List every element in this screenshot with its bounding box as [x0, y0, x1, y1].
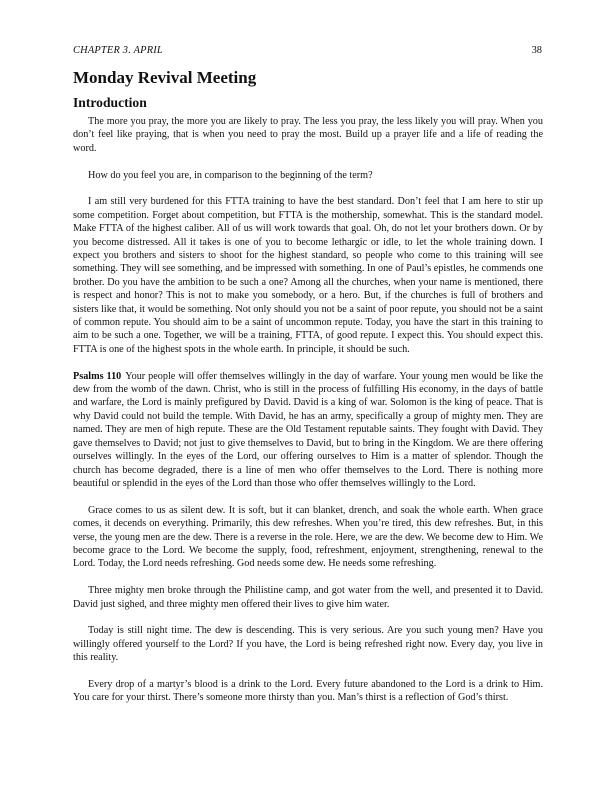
paragraph-night-time: Today is still night time. The dew is descending. This is very serious. Are you such young men? Have you willingly offered yourself to the Lord? If you have, the Lord is being refreshed right now. Every day, you live in this reality. — [73, 625, 543, 664]
psalm-reference: Psalms 110 — [73, 370, 122, 382]
chapter-header: CHAPTER 3. APRIL — [73, 45, 163, 56]
psalm-text: Your people will offer themselves willingly in the day of warfare. Your young men would be like the dew from the womb of the dawn. Christ, who is still in the process of fulfilling His economy, in the days of battle and warfare, the Lord is mainly prefigured by David. David is a king of war. Solomon is the king of peace. That is why David could not build the temple. With David, he has an army, specifically a group of mighty men. They are named. They are men of high repute. These are the Old Testament reputable saints. They fought with David. They gave themselves to David; not just to give themselves to David, but to bring in the Kingdom. We are there offering ourselves willingly. In the eyes of the Lord, our offering ourselves to Him is a matter of splendor. Though the church has become degraded, there is a line of men who offer themselves to the Lord. There is nothing more beautiful or splendid in the eyes of the Lord than those who offer themselves willingly to the Lord. — [73, 370, 544, 489]
paragraph-psalms — [73, 370, 543, 491]
paragraph-prayer: The more you pray, the more you are likely to pray. The less you pray, the less likely you will pray. When you don’t feel like praying, that is when you need to pray the most. Build up a prayer life and a life of reading the word. — [73, 116, 543, 154]
chapter-title: Monday Revival Meeting — [73, 68, 257, 87]
paragraph-mighty-men: Three mighty men broke through the Philistine camp, and got water from the well, and presented it to David. David just sighed, and three mighty men offered their lives to give him water. — [73, 585, 543, 610]
body-text — [73, 115, 543, 718]
section-title: Introduction — [73, 95, 147, 110]
paragraph-martyr: Every drop of a martyr’s blood is a drink to the Lord. Every future abandoned to the Lord is a drink to Him. You care for your thirst. There’s someone more thirsty than you. Man’s thirst is a reflection of God’s thirst. — [73, 678, 543, 704]
page-number: 38 — [531, 45, 542, 56]
paragraph-question: How do you feel you are, in comparison to the beginning of the term? — [88, 169, 373, 181]
paragraph-burden: I am still very burdened for this FTTA training to have the best standard. Don’t feel that I am here to stir up some competition. Forget about competition, but FTTA is the mothership, somewhat. This is the standard model. Make FTTA of the highest caliber. All of us will work towards that goal. Oh, do not let your brothers down. Or by you become distressed. All it takes is one of you to become lethargic or idle, to let the whole training down. I expect you brothers and sisters to shoot for the highest standard, so people who come to this training will see something. They will see something, and be impressed with something. In one of Paul’s epistles, he commends one brother. Do you have the ambition to be such a one? Among all the churches, when your name is mentioned, there is respect and honor? This is not to make you somebody, or a hero. But, if the churches is full of brothers and sisters like that, it would be something. Not only should you not be a saint of poor repute, you should not be a saint of common repute. You should aim to be a saint of uncommon repute. Today, you have the start in this training to aim to be such a one. Together, we will be a training, FTTA, of good repute. I expect this. You should expect this. FTTA is one of the highest spots in the whole earth. In principle, it should be such. — [73, 196, 543, 355]
paragraph-grace-dew: Grace comes to us as silent dew. It is soft, but it can blanket, drench, and soak the whole earth. When grace comes, it decends on everything. Primarily, this dew refreshes. When you’re tired, this dew refreshes. But, in this verse, the young men are the dew. There is a reverse in the role. Here, we are the dew. We become dew to Him. We become grace to the Lord. We become the supply, food, refreshment, enjoyment, strengthening, renewal to the Lord. Today, the Lord needs refreshing. God needs some dew. He needs some refreshing. — [73, 504, 543, 570]
running-header — [73, 45, 543, 57]
